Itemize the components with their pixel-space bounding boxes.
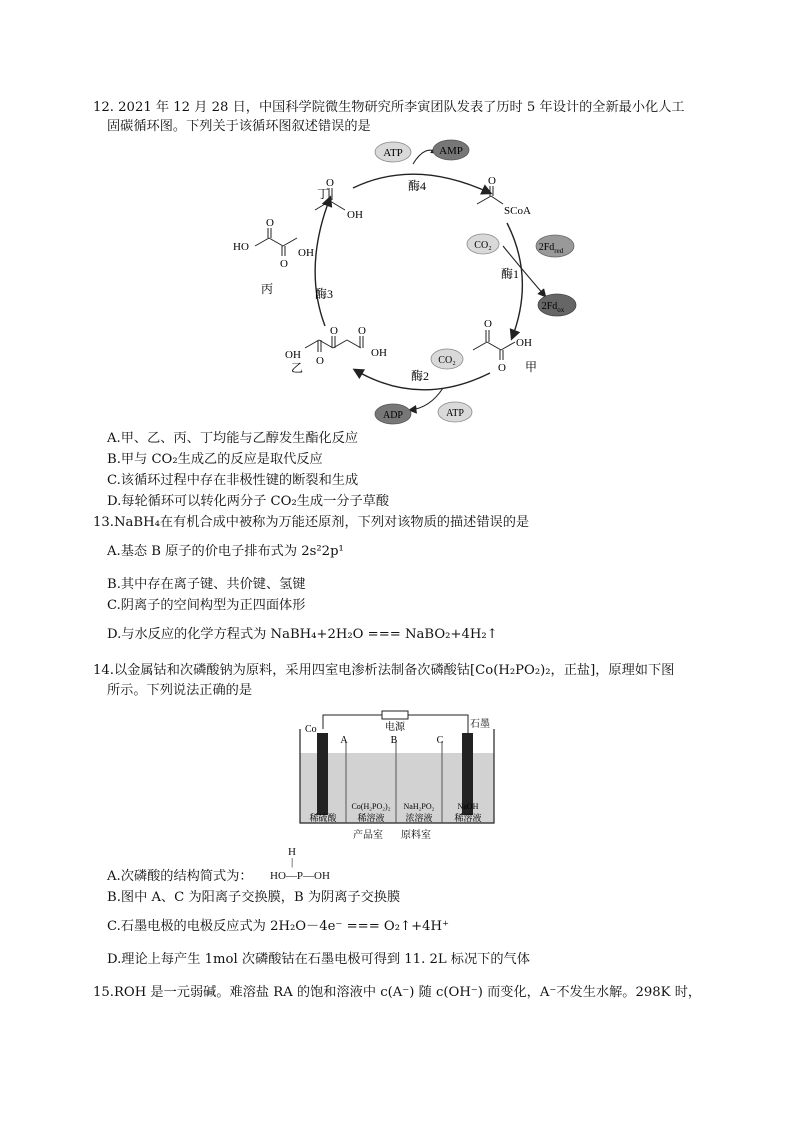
q12-stem-line1: 12. 2021 年 12 月 28 日，中国科学院微生物研究所李寅团队发表了历时 5 年设计的全新最小化人工 [93, 100, 685, 115]
product-room-label: 产品室 [353, 830, 383, 841]
q12-option-d: D.每轮循环可以转化两分子 CO₂生成一分子草酸 [107, 494, 390, 509]
hypophosphorous-structure: H | HO—P—OH [270, 846, 330, 882]
bing-label: 丙 [261, 282, 274, 296]
room2-line1: Co(H₂PO₂)₂ [351, 802, 391, 811]
cycle-arc-enzyme3 [315, 198, 330, 326]
bing-o-top: O [266, 217, 274, 229]
acetyl-o: O [488, 175, 496, 187]
fd-ox-sub: ox [557, 306, 565, 314]
bing-o-bottom: O [280, 258, 288, 270]
enzyme3-label: 酶3 [315, 287, 334, 301]
q13-option-b: B.其中存在离子键、共价键、氢键 [107, 577, 306, 592]
co-electrode-label: Co [305, 724, 317, 735]
yi-o-mid: O [330, 325, 338, 337]
power-source [382, 711, 408, 719]
q14-option-a: A.次磷酸的结构简式为： [107, 869, 253, 884]
q14-option-c: C.石墨电极的电极反应式为 2H₂O－4e⁻ === O₂↑+4H⁺ [107, 919, 449, 934]
room4-line1: NaOH [457, 802, 479, 811]
room4-line2: 稀溶液 [454, 813, 482, 823]
fd-ox-label: 2Fd [541, 301, 558, 312]
q12-option-b: B.甲与 CO₂生成乙的反应是取代反应 [107, 452, 323, 467]
yi-oh-right: OH [371, 347, 387, 359]
q12-option-c: C.该循环过程中存在非极性键的断裂和生成 [107, 473, 359, 488]
jia-label: 甲 [525, 360, 538, 374]
enzyme4-label: 酶4 [408, 179, 427, 193]
atp-label-top: ATP [383, 147, 403, 159]
yi-oh-left: OH [285, 349, 301, 361]
raw-room-label: 原料室 [401, 830, 431, 841]
yi-o-right: O [358, 325, 366, 337]
q13-stem: 13.NaBH₄在有机合成中被称为万能还原剂，下列对该物质的描述错误的是 [93, 515, 530, 530]
ding-label: 丁 [317, 187, 330, 201]
q14-option-d: D.理论上每产生 1mol 次磷酸钴在石墨电极可得到 11. 2L 标况下的气体 [107, 952, 530, 967]
q14-stem-line2: 所示。下列说法正确的是 [107, 683, 253, 698]
bing-ho: HO [233, 241, 249, 253]
membrane-a-label: A [340, 735, 348, 746]
q13-option-c: C.阴离子的空间构型为正四面体形 [107, 598, 306, 613]
q13-option-d: D.与水反应的化学方程式为 NaBH₄+2H₂O === NaBO₂+4H₂↑ [107, 627, 498, 642]
structure-main: HO—P—OH [270, 870, 330, 882]
molecule-yi [305, 336, 363, 352]
fd-red-label: 2Fd [538, 242, 555, 253]
fd-red-sub: red [554, 247, 564, 255]
amp-label: AMP [439, 145, 463, 157]
q14-stem-line1: 14.以金属钴和次磷酸钠为原料，采用四室电渗析法制备次磷酸钴[Co(H₂PO₂)₂，正盐]，原理如下图 [93, 663, 675, 678]
co2-label-bottom: CO₂ [438, 355, 456, 366]
circuit-wire [323, 715, 382, 729]
q15-stem: 15.ROH 是一元弱碱。难溶盐 RA 的饱和溶液中 c(A⁻) 随 c(OH⁻) 而变化，A⁻不发生水解。298K 时， [93, 985, 702, 1000]
q14-option-b: B.图中 A、C 为阳离子交换膜，B 为阴离子交换膜 [107, 890, 401, 905]
atp-adp-arrow [410, 388, 443, 410]
molecule-jia [473, 330, 515, 360]
membrane-b-label: B [390, 735, 398, 746]
enzyme2-label: 酶2 [411, 369, 430, 383]
bing-oh: OH [298, 247, 314, 259]
room1-label: 稀硫酸 [309, 813, 337, 823]
yi-label: 乙 [291, 361, 304, 375]
q13-option-a: A.基态 B 原子的价电子排布式为 2s²2p¹ [107, 544, 344, 559]
power-label: 电源 [385, 722, 405, 733]
ding-o: O [326, 177, 334, 189]
q12-stem-line2: 固碳循环图。下列关于该循环图叙述错误的是 [107, 119, 371, 134]
room3-line1: NaH₂PO₂ [403, 802, 435, 811]
acetyl-scoa: SCoA [504, 205, 531, 217]
carbon-cycle-diagram [225, 138, 595, 428]
jia-oh: OH [516, 337, 532, 349]
atp-label-bottom: ATP [446, 408, 464, 419]
room3-line2: 浓溶液 [405, 813, 433, 823]
jia-o-bottom: O [498, 362, 506, 374]
jia-o-top: O [484, 318, 492, 330]
graphite-electrode-label: 石墨 [470, 719, 490, 730]
structure-h: H [288, 846, 296, 858]
membrane-c-label: C [436, 735, 444, 746]
room2-line2: 稀溶液 [357, 813, 385, 823]
ding-oh: OH [347, 209, 363, 221]
enzyme1-label: 酶1 [501, 267, 520, 281]
co2-label-right: CO₂ [474, 240, 492, 251]
q12-option-a: A.甲、乙、丙、丁均能与乙醇发生酯化反应 [107, 431, 359, 446]
electrodialysis-cell-diagram [296, 707, 500, 843]
adp-label: ADP [382, 410, 404, 421]
co-electrode [317, 733, 328, 815]
molecule-bing [255, 228, 297, 256]
yi-o-bottom: O [316, 355, 324, 367]
